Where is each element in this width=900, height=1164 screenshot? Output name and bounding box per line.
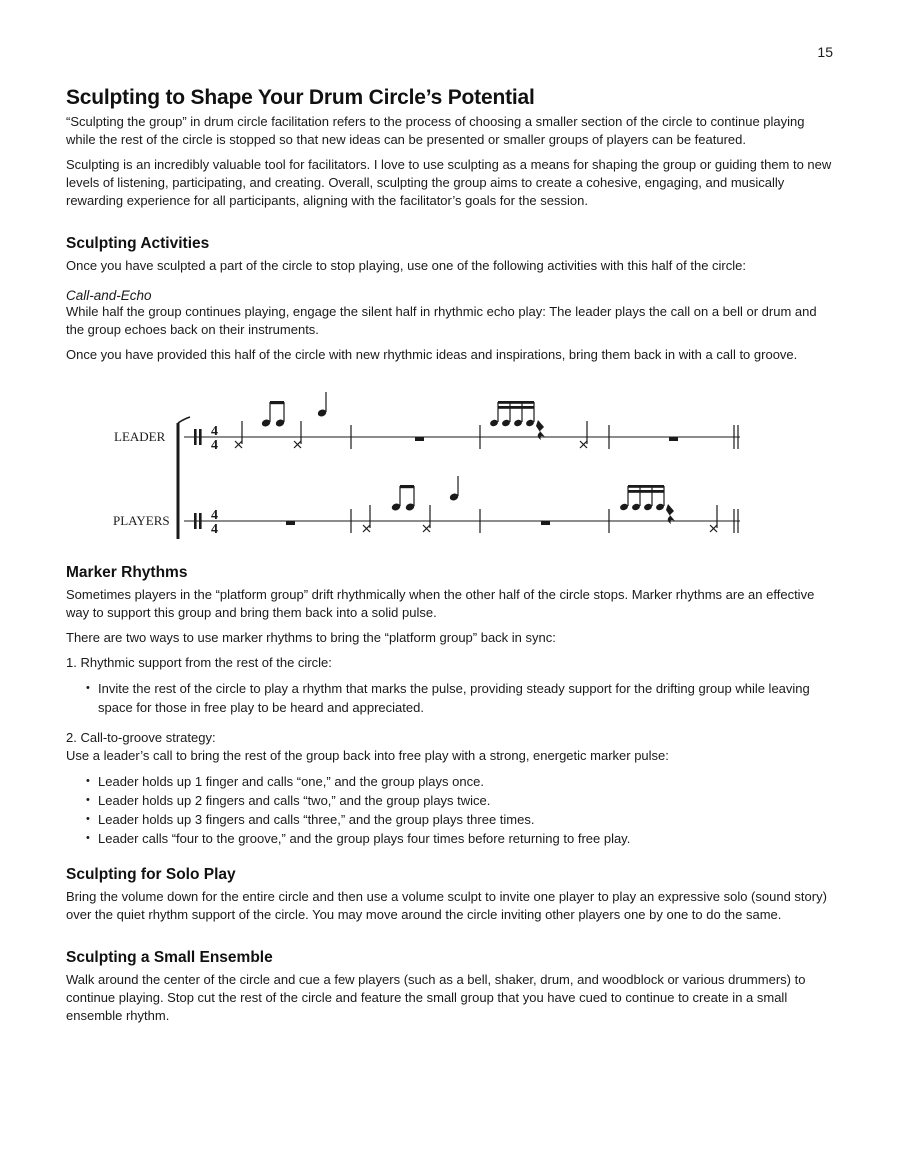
leader-quarter-note bbox=[317, 392, 327, 418]
players-quarter-note bbox=[449, 476, 459, 502]
solo-heading: Sculpting for Solo Play bbox=[66, 866, 236, 883]
players-x-note bbox=[363, 505, 370, 532]
leader-time-bottom: 4 bbox=[211, 438, 218, 453]
call-echo-paragraph-2: Once you have provided this half of the circle with new rhythmic ideas and inspirations, bring them back in with a call to groove. bbox=[66, 347, 798, 362]
players-x-note bbox=[710, 505, 717, 532]
players-sixteenth-group bbox=[619, 485, 665, 511]
leader-x-note bbox=[294, 421, 301, 448]
marker-item-2-text: Use a leader’s call to bring the rest of the group back into free play with a strong, energetic marker pulse: bbox=[66, 748, 669, 763]
solo-text: Bring the volume down for the entire circle and then use a volume sculpt to invite one player to play an expressive solo (sound story) over the quiet rhythm support of the circle. You may move around the circle inviting other players one by one to do the same. bbox=[66, 889, 827, 922]
players-x-note bbox=[423, 505, 430, 532]
leader-x-note bbox=[580, 421, 587, 448]
players-time-bottom: 4 bbox=[211, 522, 218, 537]
page-content bbox=[66, 86, 836, 1032]
intro-paragraph-1: “Sculpting the group” in drum circle facilitation refers to the process of choosing a smaller section of the circle to continue playing while the rest of the circle is stopped so that new ideas can be presented or smaller groups of players can be featured. bbox=[66, 114, 805, 147]
intro-paragraph-2: Sculpting is an incredibly valuable tool for facilitators. I love to use sculpting as a means for shaping the group or guiding them to new levels of listening, participating, and creating. Overall, sculpting the group aims to create a cohesive, engaging, and musically rewarding experience for all participants, aligning with the facilitator’s goals for the session. bbox=[66, 157, 832, 208]
players-whole-rest bbox=[541, 521, 550, 525]
leader-x-note bbox=[235, 421, 242, 448]
leader-whole-rest bbox=[669, 437, 678, 441]
list-item: • Leader holds up 2 fingers and calls “two,” and the group plays twice. bbox=[88, 791, 836, 810]
marker-item-1-list bbox=[66, 679, 836, 717]
leader-time-top: 4 bbox=[211, 424, 218, 439]
list-item: • Invite the rest of the circle to play a rhythm that marks the pulse, providing steady support for the drifting group while leaving space for those in free play to be heard and appreciated. bbox=[88, 679, 836, 717]
leader-staff-label: LEADER bbox=[114, 429, 166, 444]
list-item: • Leader holds up 1 finger and calls “one,” and the group plays once. bbox=[88, 772, 836, 791]
marker-heading: Marker Rhythms bbox=[66, 564, 188, 581]
players-whole-rest bbox=[286, 521, 295, 525]
rhythm-notation bbox=[66, 389, 836, 539]
players-eighth-pair bbox=[391, 485, 415, 512]
page-title: Sculpting to Shape Your Drum Circle’s Potential bbox=[66, 86, 535, 109]
leader-eighth-pair bbox=[261, 401, 285, 428]
leader-sixteenth-group bbox=[489, 401, 535, 427]
marker-paragraph-1: Sometimes players in the “platform group” drift rhythmically when the other half of the circle stops. Marker rhythms are an effective way to support this group and bring them back into a solid pulse. bbox=[66, 587, 815, 620]
marker-paragraph-2: There are two ways to use marker rhythms to bring the “platform group” back in sync: bbox=[66, 630, 556, 645]
list-item: • Leader holds up 3 fingers and calls “three,” and the group plays three times. bbox=[88, 810, 836, 829]
leader-whole-rest bbox=[415, 437, 424, 441]
players-time-top: 4 bbox=[211, 508, 218, 523]
list-item: • Leader calls “four to the groove,” and the group plays four times before returning to free play. bbox=[88, 829, 836, 848]
activities-heading: Sculpting Activities bbox=[66, 235, 210, 252]
marker-item-2-list bbox=[66, 772, 836, 848]
marker-item-1-title: 1. Rhythmic support from the rest of the circle: bbox=[66, 655, 332, 670]
ensemble-heading: Sculpting a Small Ensemble bbox=[66, 949, 273, 966]
page-number: 15 bbox=[817, 44, 833, 60]
marker-item-2-title: 2. Call-to-groove strategy: bbox=[66, 730, 216, 745]
call-echo-paragraph-1: While half the group continues playing, engage the silent half in rhythmic echo play: The leader plays the call on a bell or drum and the group echoes back on their instruments. bbox=[66, 304, 817, 337]
call-echo-subheading: Call-and-Echo bbox=[66, 288, 152, 303]
activities-text: Once you have sculpted a part of the circle to stop playing, use one of the following activities with this half of the circle: bbox=[66, 258, 746, 273]
players-staff-label: PLAYERS bbox=[113, 513, 170, 528]
ensemble-text: Walk around the center of the circle and cue a few players (such as a bell, shaker, drum, and woodblock or various drummers) to continue playing. Stop cut the rest of the circle and feature the small group that you have cued to continue to create in a small ensemble rhythm. bbox=[66, 972, 806, 1023]
